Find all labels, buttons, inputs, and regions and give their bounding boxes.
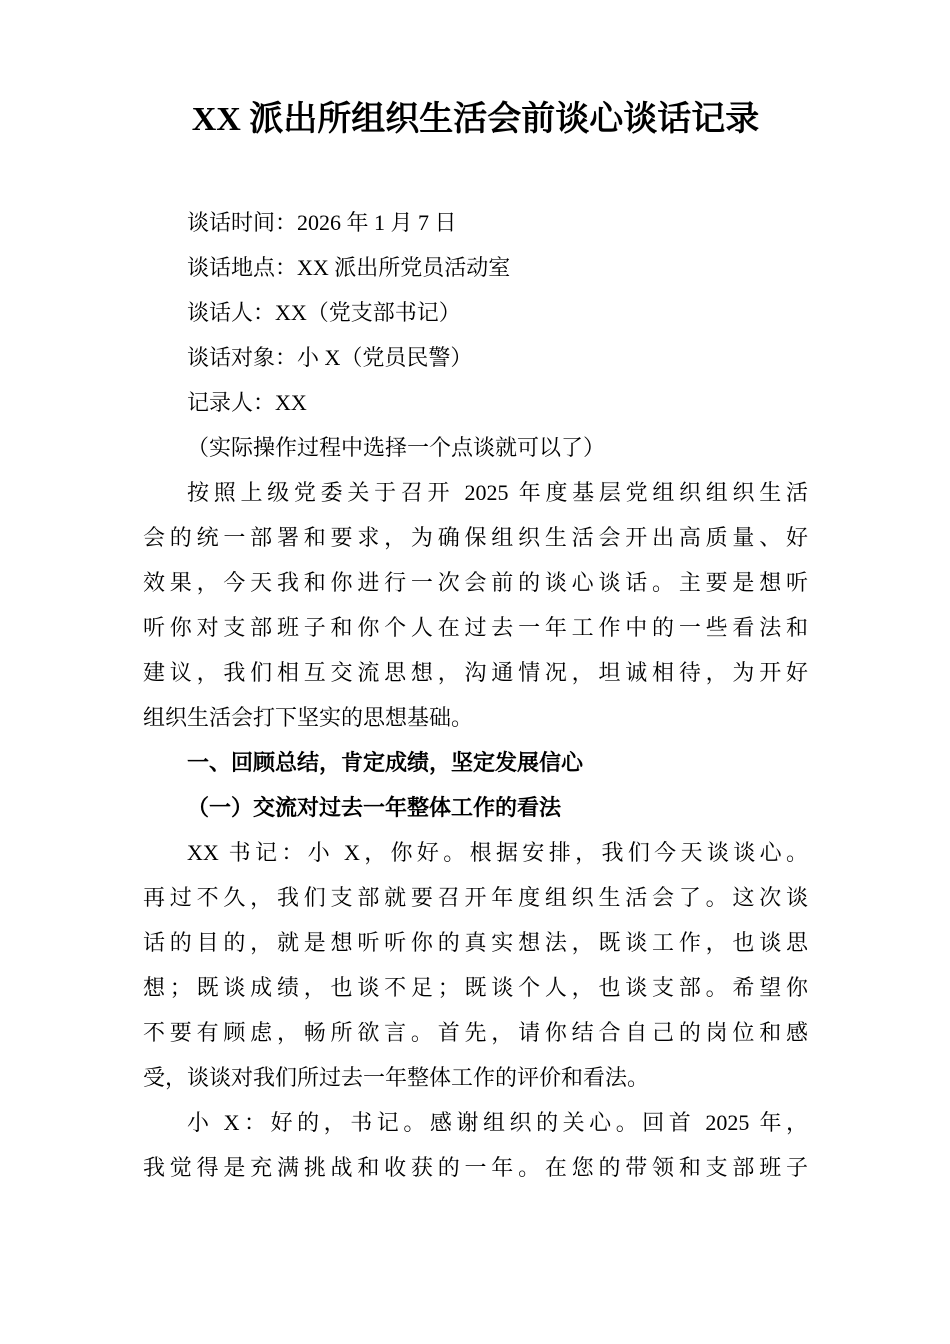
section-heading [143,785,808,830]
text-line: 小 X：好的，书记。感谢组织的关心。回首 2025 年， [187,1110,808,1135]
text-line: 记录人：XX [187,390,307,415]
text-line: 不要有顾虑，畅所欲言。首先，请你结合自己的岗位和感 [143,1020,808,1045]
paragraph [143,830,808,1100]
paragraph [143,470,808,740]
text-line: 组织生活会打下坚实的思想基础。 [143,705,474,730]
paragraph [143,200,808,470]
section-heading [143,740,808,785]
text-line: 按照上级党委关于召开 2025 年度基层党组织组织生活 [187,480,808,505]
text-line: 一、回顾总结，肯定成绩，坚定发展信心 [187,750,584,775]
text-line: 谈话人：XX（党支部书记） [187,300,461,325]
document-body [143,200,808,1190]
text-line: 再过不久，我们支部就要召开年度组织生活会了。这次谈 [143,885,808,910]
document-content [143,96,808,1190]
page-title: XX 派出所组织生活会前谈心谈话记录 [191,101,760,138]
text-line: 谈话时间：2026 年 1 月 7 日 [187,210,457,235]
text-line: （实际操作过程中选择一个点谈就可以了） [187,435,606,460]
text-line: 想；既谈成绩，也谈不足；既谈个人，也谈支部。希望你 [143,975,808,1000]
text-line: 建议，我们相互交流思想，沟通情况，坦诚相待，为开好 [143,660,808,685]
text-line: 听你对支部班子和你个人在过去一年工作中的一些看法和 [143,615,808,640]
text-line: 谈话地点：XX 派出所党员活动室 [187,255,511,280]
text-line: 话的目的，就是想听听你的真实想法，既谈工作，也谈思 [143,930,808,955]
paragraph [143,1100,808,1190]
text-line: 会的统一部署和要求，为确保组织生活会开出高质量、好 [143,525,808,550]
text-line: XX 书记：小 X，你好。根据安排，我们今天谈谈心。 [187,840,808,865]
text-line: 效果，今天我和你进行一次会前的谈心谈话。主要是想听 [143,570,808,595]
text-line: 受，谈谈对我们所过去一年整体工作的评价和看法。 [143,1065,650,1090]
text-line: 谈话对象：小 X（党员民警） [187,345,473,370]
text-line: 我觉得是充满挑战和收获的一年。在您的带领和支部班子 [143,1155,808,1180]
text-line: （一）交流对过去一年整体工作的看法 [187,795,562,820]
